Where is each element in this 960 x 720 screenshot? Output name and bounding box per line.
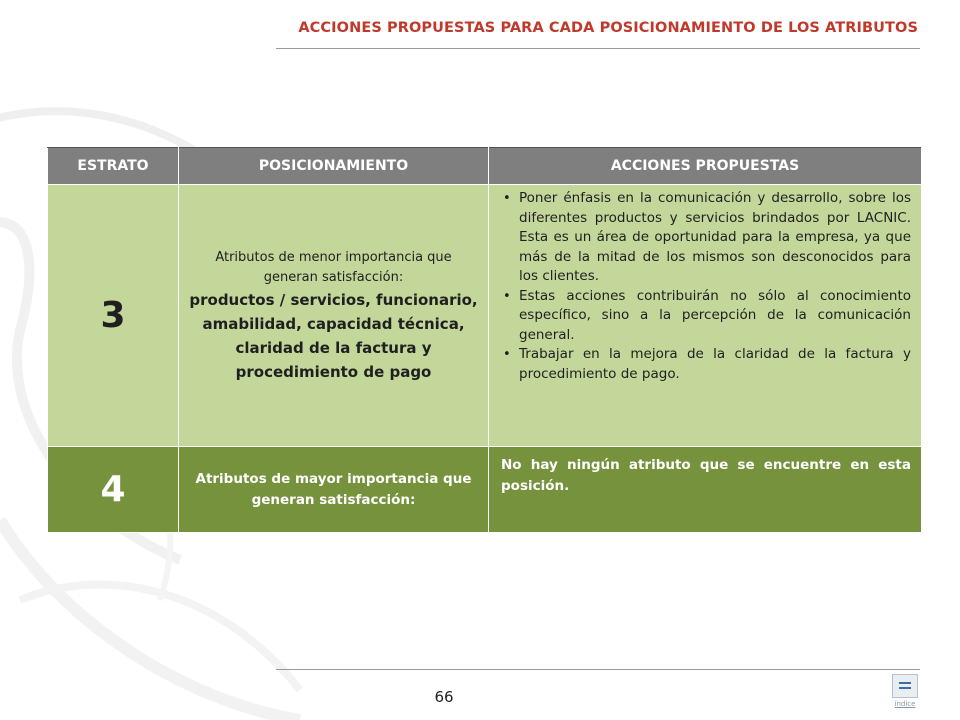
posicionamiento-cell [179,185,489,447]
index-icon-line [899,682,911,684]
header-divider [276,48,920,49]
page-number: 66 [434,688,454,706]
footer-divider [276,669,920,670]
estrato-value: 3 [48,185,179,447]
posicionamiento-attributes: productos / servicios, funcionario, amabilidad, capacidad técnica, claridad de la factura y procedimiento de pago [189,290,478,381]
index-icon[interactable] [892,674,918,698]
index-icon-line [899,687,911,689]
list-item: • Trabajar en la mejora de la claridad de la factura y procedimiento de pago. [519,345,911,384]
estrato-value: 4 [48,447,179,533]
acciones-list [501,189,911,384]
list-item: • Poner énfasis en la comunicación y desarrollo, sobre los diferentes productos y servicios brindados por LACNIC. Esta es un área de oportunidad para la empresa, ya que más de la mitad de los mismos son desconocidos para los clientes. [519,189,911,287]
table-row [48,185,922,447]
index-link[interactable]: índice [894,700,916,708]
table-header-row [48,148,922,185]
posicionamiento-cell: Atributos de mayor importancia que generan satisfacción: [179,447,489,533]
column-header-posicionamiento: POSICIONAMIENTO [179,148,489,185]
page-title: ACCIONES PROPUESTAS PARA CADA POSICIONAMIENTO DE LOS ATRIBUTOS [298,20,918,36]
list-item: • Estas acciones contribuirán no sólo al conocimiento específico, sino a la percepción de la comunicación general. [519,287,911,346]
posicionamiento-intro: Atributos de menor importancia que generan satisfacción: [215,249,452,285]
acciones-cell [489,185,922,447]
column-header-estrato: ESTRATO [48,148,179,185]
column-header-acciones: ACCIONES PROPUESTAS [489,148,922,185]
actions-table [47,147,922,533]
acciones-cell: No hay ningún atributo que se encuentre en esta posición. [489,447,922,533]
table-row [48,447,922,533]
